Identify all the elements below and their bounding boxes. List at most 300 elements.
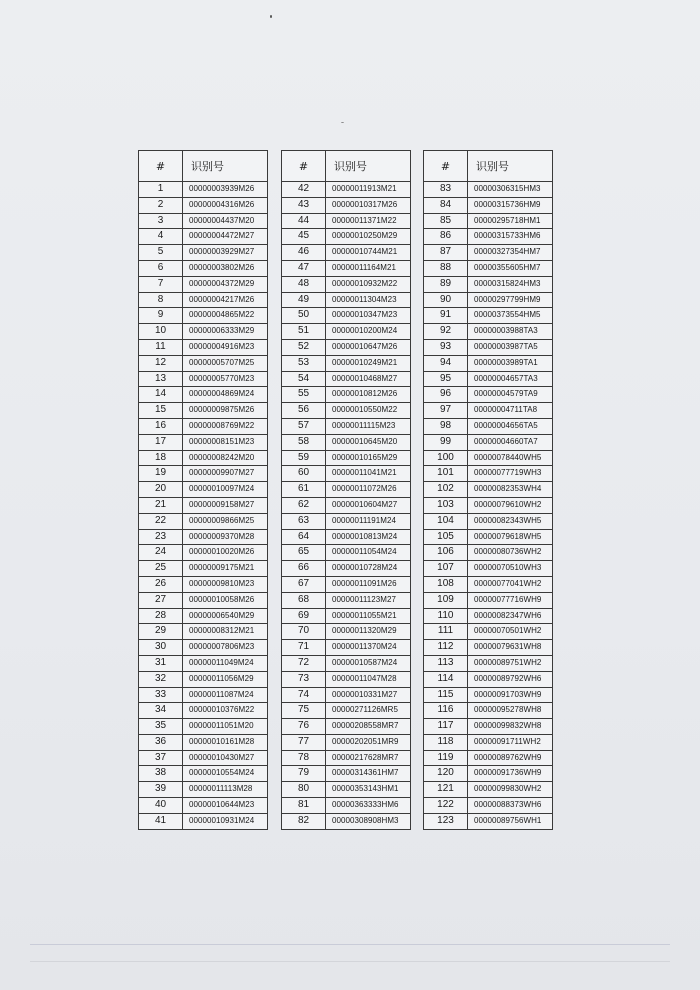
row-number: 37 [139,750,183,766]
row-id-code: 00000011123M27 [326,592,411,608]
table-row [139,813,268,829]
row-number: 64 [282,529,326,545]
row-id-code: 00000004916M23 [183,339,268,355]
table-row [282,308,411,324]
row-id-code: 00000004316M26 [183,197,268,213]
table-row [424,418,553,434]
table-row [424,434,553,450]
row-number: 85 [424,213,468,229]
row-id-code: 00000008151M23 [183,434,268,450]
row-id-code: 00000010331M27 [326,687,411,703]
row-id-code: 00000004372M29 [183,276,268,292]
table-row [424,513,553,529]
table-row [139,545,268,561]
scan-edge-line [30,944,670,945]
table-row [424,276,553,292]
table-row [139,750,268,766]
row-number: 58 [282,434,326,450]
row-id-code: 00000010200M24 [326,324,411,340]
row-number: 82 [282,813,326,829]
row-id-code: 00000004711TA8 [468,403,553,419]
id-table-3 [423,150,553,830]
table-row [139,371,268,387]
row-number: 110 [424,608,468,624]
row-number: 20 [139,482,183,498]
row-number: 6 [139,260,183,276]
table-row [282,213,411,229]
row-number: 123 [424,813,468,829]
table-row [139,703,268,719]
table-row [282,640,411,656]
row-id-code: 00000010317M26 [326,197,411,213]
row-number: 41 [139,813,183,829]
row-number: 117 [424,719,468,735]
row-number: 1 [139,182,183,198]
row-id-code: 00000010647M26 [326,339,411,355]
table-row [282,529,411,545]
row-id-code: 00000010645M20 [326,434,411,450]
row-id-code: 00000010468M27 [326,371,411,387]
table-row [282,450,411,466]
row-number: 96 [424,387,468,403]
row-id-code: 00000089792WH6 [468,671,553,687]
table-row [282,766,411,782]
row-number: 72 [282,655,326,671]
table-row [282,387,411,403]
row-number: 66 [282,561,326,577]
row-number: 60 [282,466,326,482]
table-row [139,497,268,513]
row-number: 33 [139,687,183,703]
table-row [139,529,268,545]
table-row [139,182,268,198]
row-number: 13 [139,371,183,387]
table-row [424,655,553,671]
row-id-code: 00000003929M27 [183,245,268,261]
table-row [139,766,268,782]
row-id-code: 00000082353WH4 [468,482,553,498]
row-number: 45 [282,229,326,245]
row-number: 16 [139,418,183,434]
table-row [424,260,553,276]
table-row [424,750,553,766]
row-id-code: 00000091736WH9 [468,766,553,782]
row-number: 40 [139,798,183,814]
id-table-2 [281,150,411,830]
table-row [282,260,411,276]
row-id-code: 00000011047M28 [326,671,411,687]
row-number: 69 [282,608,326,624]
row-id-code: 00000010728M24 [326,561,411,577]
row-number: 121 [424,782,468,798]
table-row [139,782,268,798]
row-id-code: 00000011091M26 [326,576,411,592]
row-id-code: 00000088373WH6 [468,798,553,814]
row-number: 38 [139,766,183,782]
row-number: 12 [139,355,183,371]
row-id-code: 00000010604M27 [326,497,411,513]
row-id-code: 00000010161M28 [183,734,268,750]
table-row [424,355,553,371]
row-number: 21 [139,497,183,513]
row-number: 108 [424,576,468,592]
row-number: 102 [424,482,468,498]
row-number: 76 [282,719,326,735]
row-id-code: 00000004437M20 [183,213,268,229]
row-id-code: 00000003987TA5 [468,339,553,355]
row-number: 59 [282,450,326,466]
row-id-code: 00000208558MR7 [326,719,411,735]
row-id-code: 00000010430M27 [183,750,268,766]
row-number: 53 [282,355,326,371]
row-id-code: 00000003989TA1 [468,355,553,371]
row-number: 84 [424,197,468,213]
row-number: 92 [424,324,468,340]
table-row [139,355,268,371]
row-number: 36 [139,734,183,750]
row-number: 26 [139,576,183,592]
table-row [424,608,553,624]
row-number: 4 [139,229,183,245]
row-id-code: 00000078440WH5 [468,450,553,466]
row-id-code: 00000327354HM7 [468,245,553,261]
row-id-code: 00000070501WH2 [468,624,553,640]
row-id-code: 00000217628MR7 [326,750,411,766]
row-id-code: 00000077041WH2 [468,576,553,592]
scan-speck [341,122,344,123]
row-id-code: 00000009175M21 [183,561,268,577]
row-id-code: 00000010020M26 [183,545,268,561]
row-id-code: 00000308908HM3 [326,813,411,829]
row-id-code: 00000006333M29 [183,324,268,340]
row-number: 61 [282,482,326,498]
row-id-code: 00000011049M24 [183,655,268,671]
table-row [282,703,411,719]
row-id-code: 00000010097M24 [183,482,268,498]
row-id-code: 00000315736HM9 [468,197,553,213]
row-number: 115 [424,687,468,703]
table-row [282,245,411,261]
row-id-code: 00000091711WH2 [468,734,553,750]
row-number: 77 [282,734,326,750]
row-number: 88 [424,260,468,276]
row-id-code: 00000011056M29 [183,671,268,687]
row-id-code: 00000010812M26 [326,387,411,403]
table-row [282,750,411,766]
row-number: 57 [282,418,326,434]
row-number: 116 [424,703,468,719]
table-row [424,371,553,387]
table-row [139,418,268,434]
table-row [282,292,411,308]
row-number: 100 [424,450,468,466]
table-row [282,592,411,608]
row-id-code: 00000314361HM7 [326,766,411,782]
table-row [424,798,553,814]
row-id-code: 00000079610WH2 [468,497,553,513]
table-row [424,308,553,324]
row-number: 54 [282,371,326,387]
row-id-code: 00000010644M23 [183,798,268,814]
header-id: 识别号 [326,151,411,182]
row-id-code: 00000010932M22 [326,276,411,292]
row-id-code: 00000009370M28 [183,529,268,545]
row-id-code: 00000095278WH8 [468,703,553,719]
row-number: 18 [139,450,183,466]
row-id-code: 00000011051M20 [183,719,268,735]
table-row [282,197,411,213]
row-number: 119 [424,750,468,766]
row-number: 106 [424,545,468,561]
row-number: 111 [424,624,468,640]
row-number: 2 [139,197,183,213]
table-row [424,292,553,308]
row-number: 35 [139,719,183,735]
row-id-code: 00000011054M24 [326,545,411,561]
row-id-code: 00000089756WH1 [468,813,553,829]
row-id-code: 00000297799HM9 [468,292,553,308]
row-id-code: 00000363333HM6 [326,798,411,814]
table-row [139,292,268,308]
row-id-code: 00000011191M24 [326,513,411,529]
row-id-code: 00000003988TA3 [468,324,553,340]
row-number: 19 [139,466,183,482]
row-id-code: 00000009810M23 [183,576,268,592]
row-number: 93 [424,339,468,355]
table-row [282,418,411,434]
table-row [424,450,553,466]
table-row [424,213,553,229]
row-id-code: 00000080736WH2 [468,545,553,561]
table-row [139,624,268,640]
row-id-code: 00000003802M26 [183,260,268,276]
row-number: 44 [282,213,326,229]
table-row [139,229,268,245]
row-number: 7 [139,276,183,292]
header-number: # [139,151,183,182]
table-row [424,545,553,561]
row-id-code: 00000011055M21 [326,608,411,624]
table-row [139,640,268,656]
row-number: 32 [139,671,183,687]
row-number: 27 [139,592,183,608]
row-id-code: 00000004217M26 [183,292,268,308]
table-row [282,545,411,561]
row-id-code: 00000011087M24 [183,687,268,703]
row-id-code: 00000353143HM1 [326,782,411,798]
table-row [424,719,553,735]
row-number: 91 [424,308,468,324]
row-number: 83 [424,182,468,198]
row-id-code: 00000011072M26 [326,482,411,498]
table-row [424,592,553,608]
row-id-code: 00000010554M24 [183,766,268,782]
table-row [424,640,553,656]
table-row [424,324,553,340]
table-row [424,229,553,245]
row-number: 42 [282,182,326,198]
row-number: 9 [139,308,183,324]
table-row [282,576,411,592]
table-row [139,671,268,687]
row-id-code: 00000010058M26 [183,592,268,608]
table-row [139,466,268,482]
table-row [424,529,553,545]
table-row [139,450,268,466]
row-id-code: 00000011304M23 [326,292,411,308]
table-row [424,782,553,798]
table-row [282,403,411,419]
table-row [282,734,411,750]
table-row [139,687,268,703]
row-number: 39 [139,782,183,798]
row-number: 80 [282,782,326,798]
row-number: 10 [139,324,183,340]
table-row [282,497,411,513]
row-number: 99 [424,434,468,450]
table-row [282,719,411,735]
row-number: 79 [282,766,326,782]
row-id-code: 00000009866M25 [183,513,268,529]
row-number: 113 [424,655,468,671]
table-row [139,576,268,592]
table-row [282,608,411,624]
row-number: 104 [424,513,468,529]
row-id-code: 00000079618WH5 [468,529,553,545]
row-id-code: 00000315733HM6 [468,229,553,245]
row-id-code: 00000099832WH8 [468,719,553,735]
table-row [282,671,411,687]
header-number: # [282,151,326,182]
row-id-code: 00000010587M24 [326,655,411,671]
row-number: 11 [139,339,183,355]
row-id-code: 00000070510WH3 [468,561,553,577]
row-number: 65 [282,545,326,561]
table-row [139,592,268,608]
row-id-code: 00000004472M27 [183,229,268,245]
table-row [424,703,553,719]
table-row [139,608,268,624]
table-row [424,561,553,577]
table-row [424,387,553,403]
row-id-code: 00000010813M24 [326,529,411,545]
row-id-code: 00000011913M21 [326,182,411,198]
row-number: 114 [424,671,468,687]
row-number: 87 [424,245,468,261]
row-number: 22 [139,513,183,529]
header-number: # [424,151,468,182]
row-number: 56 [282,403,326,419]
table-row [282,466,411,482]
table-row [139,719,268,735]
table-row [424,339,553,355]
row-id-code: 00000079631WH8 [468,640,553,656]
row-id-code: 00000006540M29 [183,608,268,624]
row-number: 109 [424,592,468,608]
row-id-code: 00000077719WH3 [468,466,553,482]
row-id-code: 00000010250M29 [326,229,411,245]
row-id-code: 00000295718HM1 [468,213,553,229]
row-number: 94 [424,355,468,371]
row-id-code: 00000077716WH9 [468,592,553,608]
table-row [139,324,268,340]
table-row [424,466,553,482]
row-id-code: 00000089751WH2 [468,655,553,671]
row-number: 31 [139,655,183,671]
id-table-1 [138,150,268,830]
table-row [139,213,268,229]
table-row [424,197,553,213]
scan-edge-line [30,961,670,962]
table-row [282,339,411,355]
row-number: 47 [282,260,326,276]
row-id-code: 00000009907M27 [183,466,268,482]
row-id-code: 00000010931M24 [183,813,268,829]
table-row [139,197,268,213]
row-number: 103 [424,497,468,513]
row-number: 81 [282,798,326,814]
table-row [282,371,411,387]
table-row [139,482,268,498]
table-row [424,813,553,829]
table-row [424,624,553,640]
row-number: 43 [282,197,326,213]
row-number: 63 [282,513,326,529]
row-number: 5 [139,245,183,261]
header-id: 识别号 [183,151,268,182]
row-number: 8 [139,292,183,308]
row-id-code: 00000010165M29 [326,450,411,466]
table-row [424,403,553,419]
row-id-code: 00000004656TA5 [468,418,553,434]
row-id-code: 00000011320M29 [326,624,411,640]
row-number: 23 [139,529,183,545]
row-id-code: 00000010550M22 [326,403,411,419]
table-row [139,561,268,577]
row-id-code: 00000004865M22 [183,308,268,324]
row-id-code: 00000011041M21 [326,466,411,482]
row-id-code: 00000007806M23 [183,640,268,656]
table-row [139,260,268,276]
row-number: 30 [139,640,183,656]
table-row [282,229,411,245]
table-row [139,339,268,355]
row-number: 105 [424,529,468,545]
scan-speck [270,15,272,18]
row-number: 55 [282,387,326,403]
row-id-code: 00000010249M21 [326,355,411,371]
table-row [282,798,411,814]
row-number: 112 [424,640,468,656]
row-id-code: 00000099830WH2 [468,782,553,798]
row-number: 78 [282,750,326,766]
table-row [139,403,268,419]
table-row [424,687,553,703]
row-id-code: 00000011115M23 [326,418,411,434]
row-number: 14 [139,387,183,403]
row-id-code: 00000009158M27 [183,497,268,513]
row-number: 95 [424,371,468,387]
table-row [139,276,268,292]
table-row [282,655,411,671]
table-row [424,734,553,750]
row-id-code: 00000011164M21 [326,260,411,276]
row-id-code: 00000082347WH6 [468,608,553,624]
row-id-code: 00000089762WH9 [468,750,553,766]
row-id-code: 00000004869M24 [183,387,268,403]
row-number: 25 [139,561,183,577]
row-number: 75 [282,703,326,719]
